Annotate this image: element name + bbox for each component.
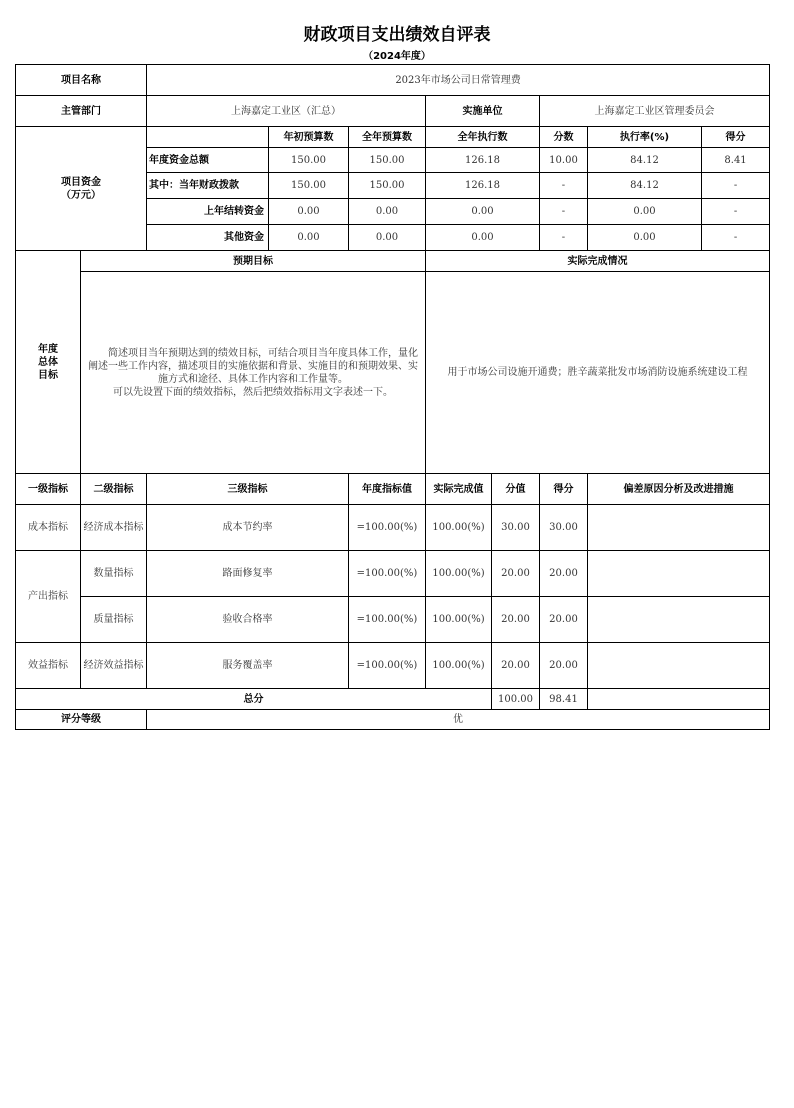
funds-cell: 8.41	[702, 148, 770, 173]
funds-cell: 150.00	[269, 148, 349, 173]
indicator-note	[588, 643, 770, 689]
indicator-weight: 20.00	[492, 643, 540, 689]
indicator-header: 三级指标	[147, 474, 349, 505]
grade-value: 优	[147, 710, 770, 730]
funds-cell: 0.00	[426, 225, 540, 251]
funds-header: 分数	[540, 127, 588, 148]
page-title: 财政项目支出绩效自评表	[303, 25, 491, 45]
funds-cell: 0.00	[588, 199, 702, 225]
indicator-actual: 100.00(%)	[426, 551, 492, 597]
funds-cell: 0.00	[588, 225, 702, 251]
indicator-level2: 经济效益指标	[81, 643, 147, 689]
indicator-level2: 经济成本指标	[81, 505, 147, 551]
project-name-value: 2023年市场公司日常管理费	[147, 65, 770, 96]
indicator-level3: 服务覆盖率	[147, 643, 349, 689]
indicator-score: 30.00	[540, 505, 588, 551]
funds-cell: 0.00	[269, 225, 349, 251]
indicator-target: =100.00(%)	[349, 643, 426, 689]
indicator-target: =100.00(%)	[349, 505, 426, 551]
indicator-header: 偏差原因分析及改进措施	[588, 474, 770, 505]
indicator-level2: 质量指标	[81, 597, 147, 643]
indicator-note	[588, 597, 770, 643]
funds-cell: 0.00	[269, 199, 349, 225]
indicator-target: =100.00(%)	[349, 551, 426, 597]
funds-cell: -	[540, 173, 588, 199]
funds-cell: 0.00	[349, 199, 426, 225]
indicator-actual: 100.00(%)	[426, 643, 492, 689]
expected-goal-header: 预期目标	[81, 251, 426, 272]
funds-cell: -	[540, 199, 588, 225]
funds-cell: -	[702, 199, 770, 225]
funds-header: 执行率(%)	[588, 127, 702, 148]
indicator-score: 20.00	[540, 597, 588, 643]
funds-cell: 0.00	[349, 225, 426, 251]
dept-value: 上海嘉定工业区（汇总）	[147, 96, 426, 127]
project-name-label: 项目名称	[16, 65, 147, 96]
funds-cell: 150.00	[349, 173, 426, 199]
indicator-level3: 成本节约率	[147, 505, 349, 551]
funds-label: 项目资金 （万元）	[16, 127, 147, 251]
funds-row-label: 其他资金	[147, 225, 269, 251]
funds-header: 全年执行数	[426, 127, 540, 148]
funds-cell: 84.12	[588, 173, 702, 199]
funds-row-label: 上年结转资金	[147, 199, 269, 225]
funds-header: 全年预算数	[349, 127, 426, 148]
indicator-header: 一级指标	[16, 474, 81, 505]
funds-cell: 10.00	[540, 148, 588, 173]
funds-cell: -	[702, 225, 770, 251]
funds-cell: 84.12	[588, 148, 702, 173]
indicator-level3: 验收合格率	[147, 597, 349, 643]
funds-cell: 126.18	[426, 173, 540, 199]
funds-corner-cell	[147, 127, 269, 148]
funds-cell: -	[702, 173, 770, 199]
indicator-level1: 产出指标	[16, 551, 81, 643]
annual-goal-label: 年度 总体 目标	[16, 251, 81, 474]
funds-header: 得分	[702, 127, 770, 148]
indicator-target: =100.00(%)	[349, 597, 426, 643]
indicator-header: 得分	[540, 474, 588, 505]
total-note-cell	[588, 689, 770, 710]
dept-label: 主管部门	[16, 96, 147, 127]
funds-cell: 0.00	[426, 199, 540, 225]
indicator-weight: 20.00	[492, 597, 540, 643]
indicator-level3: 路面修复率	[147, 551, 349, 597]
indicator-header: 实际完成值	[426, 474, 492, 505]
indicator-score: 20.00	[540, 551, 588, 597]
indicator-level1: 效益指标	[16, 643, 81, 689]
indicator-actual: 100.00(%)	[426, 505, 492, 551]
indicator-weight: 20.00	[492, 551, 540, 597]
grade-label: 评分等级	[16, 710, 147, 730]
indicator-score: 20.00	[540, 643, 588, 689]
funds-cell: 126.18	[426, 148, 540, 173]
funds-header: 年初预算数	[269, 127, 349, 148]
total-weight: 100.00	[492, 689, 540, 710]
indicator-actual: 100.00(%)	[426, 597, 492, 643]
funds-cell: -	[540, 225, 588, 251]
expected-goal-text: 简述项目当年预期达到的绩效目标，可结合项目当年度具体工作，量化阐述一些工作内容，描述项目的实施依据和背景、实施目的和预期效果、实施方式和途径、具体工作内容和工作量等。 可以先设置下面的绩效指标，然后把绩效指标用文字表述一下。	[81, 272, 426, 474]
actual-result-header: 实际完成情况	[426, 251, 770, 272]
indicator-header: 年度指标值	[349, 474, 426, 505]
indicator-note	[588, 551, 770, 597]
indicator-level1: 成本指标	[16, 505, 81, 551]
funds-cell: 150.00	[269, 173, 349, 199]
indicator-note	[588, 505, 770, 551]
indicator-weight: 30.00	[492, 505, 540, 551]
performance-table	[15, 64, 770, 730]
total-score: 98.41	[540, 689, 588, 710]
page-subtitle: （2024年度）	[363, 51, 431, 62]
funds-cell: 150.00	[349, 148, 426, 173]
actual-result-text: 用于市场公司设施开通费；胜辛蔬菜批发市场消防设施系统建设工程	[426, 272, 770, 474]
funds-row-label: 年度资金总额	[147, 148, 269, 173]
indicator-header: 二级指标	[81, 474, 147, 505]
unit-value: 上海嘉定工业区管理委员会	[540, 96, 770, 127]
indicator-level2: 数量指标	[81, 551, 147, 597]
funds-row-label: 其中：当年财政拨款	[147, 173, 269, 199]
unit-label: 实施单位	[426, 96, 540, 127]
indicator-header: 分值	[492, 474, 540, 505]
total-label: 总分	[16, 689, 492, 710]
